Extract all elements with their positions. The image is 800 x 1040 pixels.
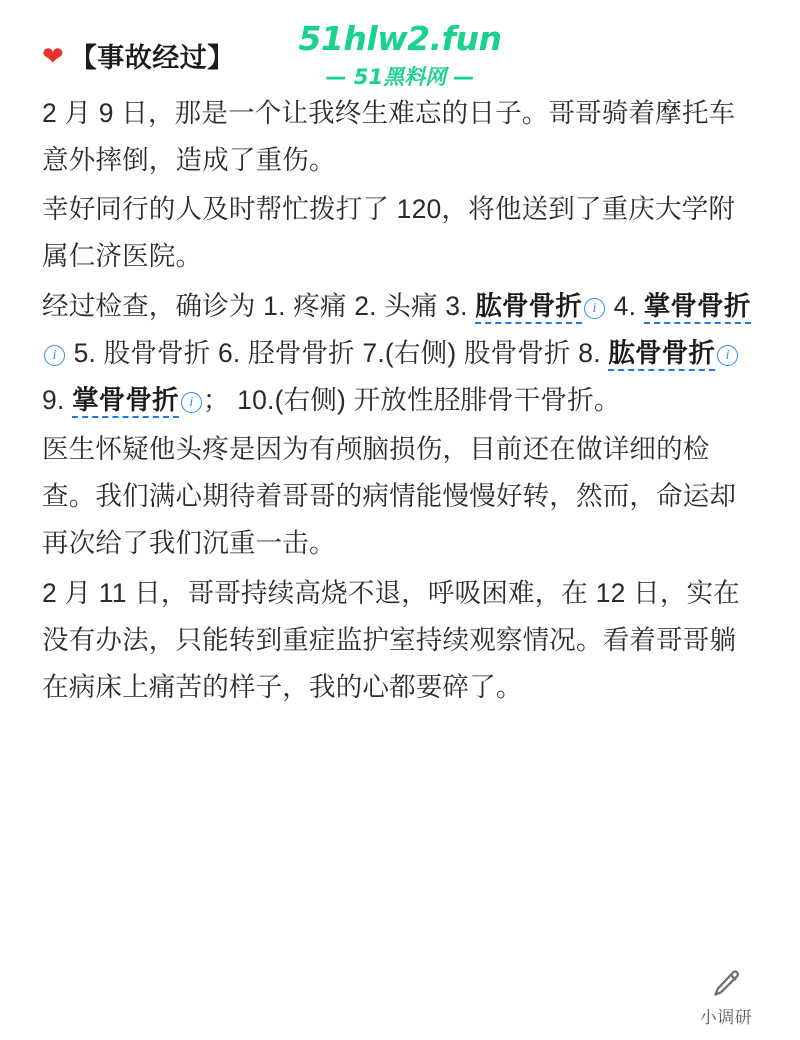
medical-term-humerus-fracture-2[interactable]: 肱骨骨折 [608, 338, 715, 371]
medical-term-metacarpal-fracture-1[interactable]: 掌骨骨折 [644, 291, 751, 324]
watermark-main-text: 51hlw2.fun [298, 19, 502, 58]
survey-button-label: 小调研 [699, 1008, 753, 1027]
diagnosis-prefix: 经过检查，确诊为 1. 疼痛 2. 头痛 3. [42, 290, 476, 321]
pencil-icon [709, 967, 743, 1001]
info-icon-3[interactable]: i [717, 345, 738, 366]
medical-term-humerus-fracture-1[interactable]: 肱骨骨折 [475, 291, 582, 324]
diagnosis-seg1: 4. [606, 290, 644, 321]
survey-button[interactable] [678, 967, 774, 1028]
diagnosis-seg2: 5. 股骨骨折 6. 胫骨骨折 7.(右侧) 股骨骨折 8. [66, 337, 609, 368]
heart-icon: ❤ [42, 41, 64, 71]
paragraph-doctor-suspicion: 医生怀疑他头疼是因为有颅脑损伤，目前还在做详细的检查。我们满心期待着哥哥的病情能慢慢好转，然而，命运却再次给了我们沉重一击。 [42, 434, 737, 559]
info-icon-4[interactable]: i [181, 392, 202, 413]
paragraph-accident-date: 2 月 9 日，那是一个让我终生难忘的日子。哥哥骑着摩托车意外摔倒，造成了重伤。 [42, 98, 736, 176]
paragraph-diagnosis [42, 283, 760, 424]
medical-term-metacarpal-fracture-2[interactable]: 掌骨骨折 [72, 385, 179, 418]
diagnosis-seg3: 9. [42, 384, 73, 415]
diagnosis-seg4: ； 10.(右侧) 开放性胫腓骨干骨折。 [202, 384, 621, 415]
paragraph-icu: 2 月 11 日，哥哥持续高烧不退，呼吸困难，在 12 日，实在没有办法，只能转到重症监护室持续观察情况。看着哥哥躺在病床上痛苦的样子，我的心都要碎了。 [42, 577, 740, 702]
section-heading-text: 【事故经过】 [69, 42, 235, 73]
watermark-sub-text: — 51黑料网 — [325, 64, 475, 89]
section-heading [42, 34, 760, 76]
info-icon-1[interactable]: i [584, 298, 605, 319]
paragraph-hospital: 幸好同行的人及时帮忙拨打了 120，将他送到了重庆大学附属仁济医院。 [42, 194, 736, 272]
info-icon-2[interactable]: i [44, 345, 65, 366]
